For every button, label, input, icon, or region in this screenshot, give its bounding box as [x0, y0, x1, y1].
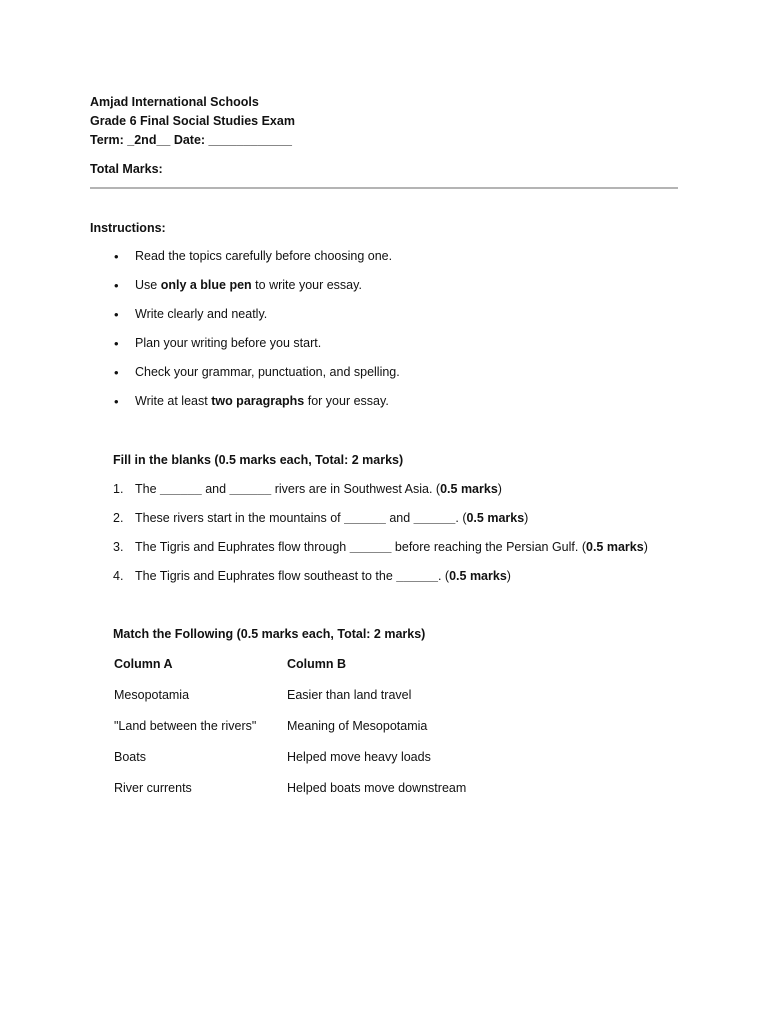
question-number: 2.: [113, 511, 124, 525]
instruction-item: [135, 336, 321, 350]
question-number: 1.: [113, 482, 124, 496]
header-divider: [90, 187, 678, 189]
question-text: The Tigris and Euphrates flow through: [135, 540, 350, 554]
fill-blank-question: [135, 540, 648, 554]
answer-blank: ______: [413, 511, 456, 525]
bullet-icon: •: [114, 394, 119, 409]
fill-blank-question: [135, 511, 528, 525]
instructions-heading: Instructions:: [90, 221, 166, 235]
question-text: The: [135, 482, 161, 496]
column-a-item: River currents: [114, 781, 192, 795]
instruction-emphasis: two paragraphs: [211, 394, 305, 408]
question-number: 4.: [113, 569, 124, 583]
instruction-item: [135, 394, 389, 408]
answer-blank: ______: [344, 511, 386, 525]
bullet-icon: •: [114, 307, 119, 322]
column-b-item: Easier than land travel: [287, 688, 412, 702]
column-b-item: Helped move heavy loads: [287, 750, 431, 764]
question-text: ): [643, 540, 648, 554]
column-b-item: Meaning of Mesopotamia: [287, 719, 428, 733]
question-text: ): [524, 511, 529, 525]
instruction-text: Check your grammar, punctuation, and spelling.: [135, 365, 400, 379]
question-text: These rivers start in the mountains of: [135, 511, 345, 525]
marks-label: 0.5 marks: [440, 482, 498, 496]
question-text: . (: [455, 511, 467, 525]
answer-blank: ______: [349, 540, 392, 554]
school-name: Amjad International Schools: [90, 95, 259, 109]
bullet-icon: •: [114, 278, 119, 293]
instruction-text: for your essay.: [304, 394, 389, 408]
instruction-text: Write clearly and neatly.: [135, 307, 268, 321]
answer-blank: ______: [396, 569, 438, 583]
question-number: 3.: [113, 540, 124, 554]
instruction-text: Use: [135, 278, 161, 292]
column-b-item: Helped boats move downstream: [287, 781, 467, 795]
fill-blank-question: [135, 569, 511, 583]
answer-blank: ______: [229, 482, 272, 496]
column-a-header: Column A: [114, 657, 173, 671]
instruction-item: [135, 249, 392, 263]
instruction-text: Write at least: [135, 394, 212, 408]
instruction-item: [135, 278, 362, 292]
column-a-item: Boats: [114, 750, 146, 764]
term-date-line: Term: _2nd__ Date: ____________: [90, 133, 292, 147]
instruction-text: Plan your writing before you start.: [135, 336, 322, 350]
bullet-icon: •: [114, 336, 119, 351]
total-marks-label: Total Marks:: [90, 162, 163, 176]
instruction-emphasis: only a blue pen: [160, 278, 252, 292]
instruction-item: [135, 307, 267, 321]
marks-label: 0.5 marks: [449, 569, 507, 583]
fill-blank-question: [135, 482, 502, 496]
question-text: . (: [437, 569, 450, 583]
question-text: The Tigris and Euphrates flow southeast to the: [135, 569, 397, 583]
fill-blanks-heading: Fill in the blanks (0.5 marks each, Total: 2 marks): [113, 453, 404, 467]
column-a-item: "Land between the rivers": [114, 719, 257, 733]
question-text: and: [201, 482, 230, 496]
instruction-item: [135, 365, 400, 379]
question-text: rivers are in Southwest Asia. (: [271, 482, 441, 496]
instruction-text: Read the topics carefully before choosing one.: [135, 249, 393, 263]
bullet-icon: •: [114, 249, 119, 264]
exam-title: Grade 6 Final Social Studies Exam: [90, 114, 295, 128]
question-text: ): [497, 482, 502, 496]
instruction-text: to write your essay.: [251, 278, 362, 292]
question-text: ): [506, 569, 511, 583]
marks-label: 0.5 marks: [466, 511, 525, 525]
answer-blank: ______: [160, 482, 202, 496]
matching-heading: Match the Following (0.5 marks each, Total: 2 marks): [113, 627, 426, 641]
question-text: and: [385, 511, 414, 525]
column-b-header: Column B: [287, 657, 347, 671]
question-text: before reaching the Persian Gulf. (: [391, 540, 586, 554]
column-a-item: Mesopotamia: [114, 688, 190, 702]
marks-label: 0.5 marks: [586, 540, 644, 554]
bullet-icon: •: [114, 365, 119, 380]
